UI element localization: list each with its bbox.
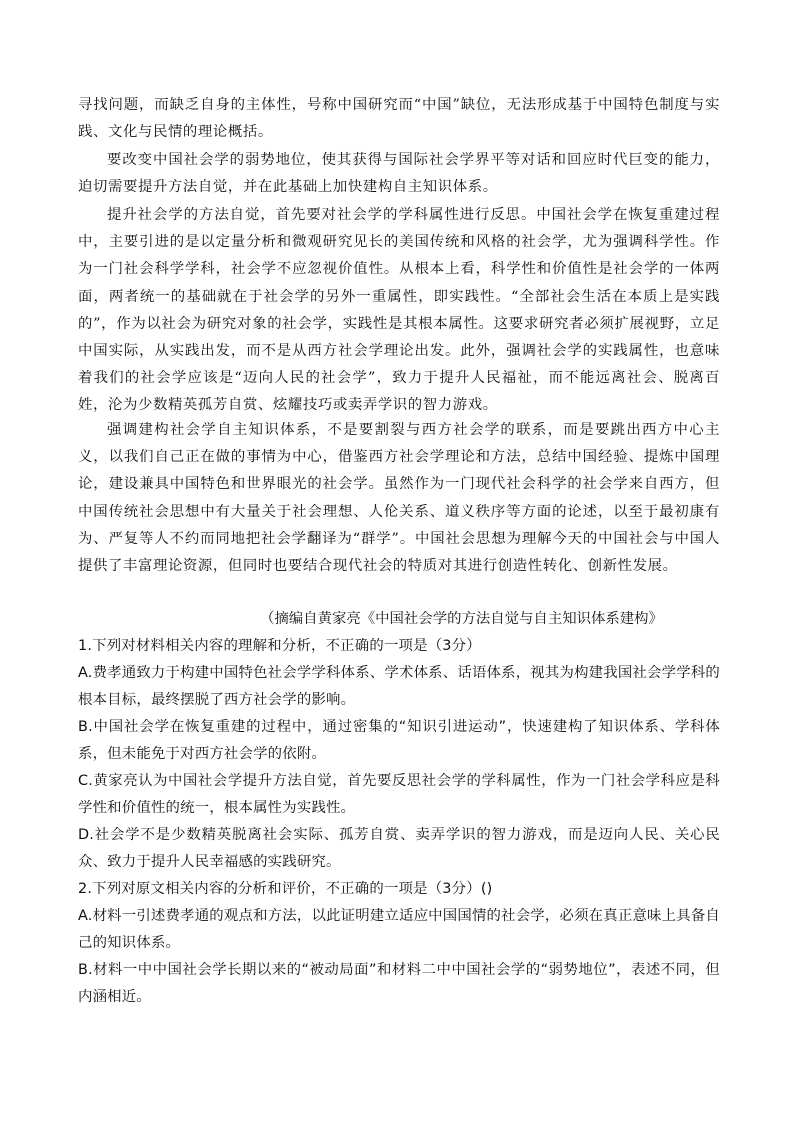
question-1-stem: 1.下列对材料相关内容的理解和分析，不正确的一项是（3分） [78, 638, 481, 654]
question-1-option-b: B.中国社会学在恢复重建的过程中，通过密集的“知识引进运动”，快速建构了知识体系、学科体系，但未能免于对西方社会学的依附。 [78, 719, 720, 763]
question-2-option-b: B.材料一中中国社会学长期以来的“被动局面”和材料二中中国社会学的“弱势地位”，表述不同，但内涵相近。 [78, 962, 720, 1006]
passage-source-citation: （摘编自黄家亮《中国社会学的方法自觉与自主知识体系建构》 [260, 611, 663, 627]
passage-paragraph-4: 强调建构社会学自主知识体系，不是要割裂与西方社会学的联系，而是要跳出西方中心主义，以我们自己正在做的事情为中心，借鉴西方社会学理论和方法，总结中国经验、提炼中国理论，建设兼具中国特色和世界眼光的社会学。虽然作为一门现代社会科学的社会学来自西方，但中国传统社会思想中有大量关于社会理想、人伦关系、道义秩序等方面的论述，以至于最初康有为、严复等人不约而同地把社会学翻译为“群学”。中国社会思想为理解今天的中国社会与中国人提供了丰富理论资源，但同时也要结合现代社会的特质对其进行创造性转化、创新性发展。 [78, 422, 720, 575]
question-1-option-d: D.社会学不是少数精英脱离社会实际、孤芳自赏、卖弄学识的智力游戏，而是迈向人民、关心民众、致力于提升人民幸福感的实践研究。 [78, 827, 720, 871]
passage-paragraph-3: 提升社会学的方法自觉，首先要对社会学的学科属性进行反思。中国社会学在恢复重建过程中，主要引进的是以定量分析和微观研究见长的美国传统和风格的社会学，尤为强调科学性。作为一门社会科学学科，社会学不应忽视价值性。从根本上看，科学性和价值性是社会学的一体两面，两者统一的基础就在于社会学的另外一重属性，即实践性。“全部社会生活在本质上是实践的”，作为以社会为研究对象的社会学，实践性是其根本属性。这要求研究者必须扩展视野，立足中国实际，从实践出发，而不是从西方社会学理论出发。此外，强调社会学的实践属性，也意味着我们的社会学应该是“迈向人民的社会学”，致力于提升人民福祉，而不能远离社会、脱离百姓，沦为少数精英孤芳自赏、炫耀技巧或卖弄学识的智力游戏。 [78, 207, 720, 414]
question-2-stem: 2.下列对原文相关内容的分析和评价，不正确的一项是（3分）() [78, 881, 493, 897]
question-1-option-a: A.费孝通致力于构建中国特色社会学学科体系、学术体系、话语体系，视其为构建我国社会学学科的根本目标，最终摆脱了西方社会学的影响。 [78, 665, 720, 709]
passage-paragraph-2: 要改变中国社会学的弱势地位，使其获得与国际社会学界平等对话和回应时代巨变的能力，迫切需要提升方法自觉，并在此基础上加快建构自主知识体系。 [78, 152, 720, 196]
question-1-option-c: C.黄家亮认为中国社会学提升方法自觉，首先要反思社会学的学科属性，作为一门社会学科应是科学性和价值性的统一，根本属性为实践性。 [78, 773, 720, 817]
question-2-option-a: A.材料一引述费孝通的观点和方法，以此证明建立适应中国国情的社会学，必须在真正意味上具备自己的知识体系。 [78, 908, 720, 952]
passage-paragraph-1: 寻找问题，而缺乏自身的主体性，号称中国研究而“中国”缺位，无法形成基于中国特色制度与实践、文化与民情的理论概括。 [78, 97, 720, 141]
